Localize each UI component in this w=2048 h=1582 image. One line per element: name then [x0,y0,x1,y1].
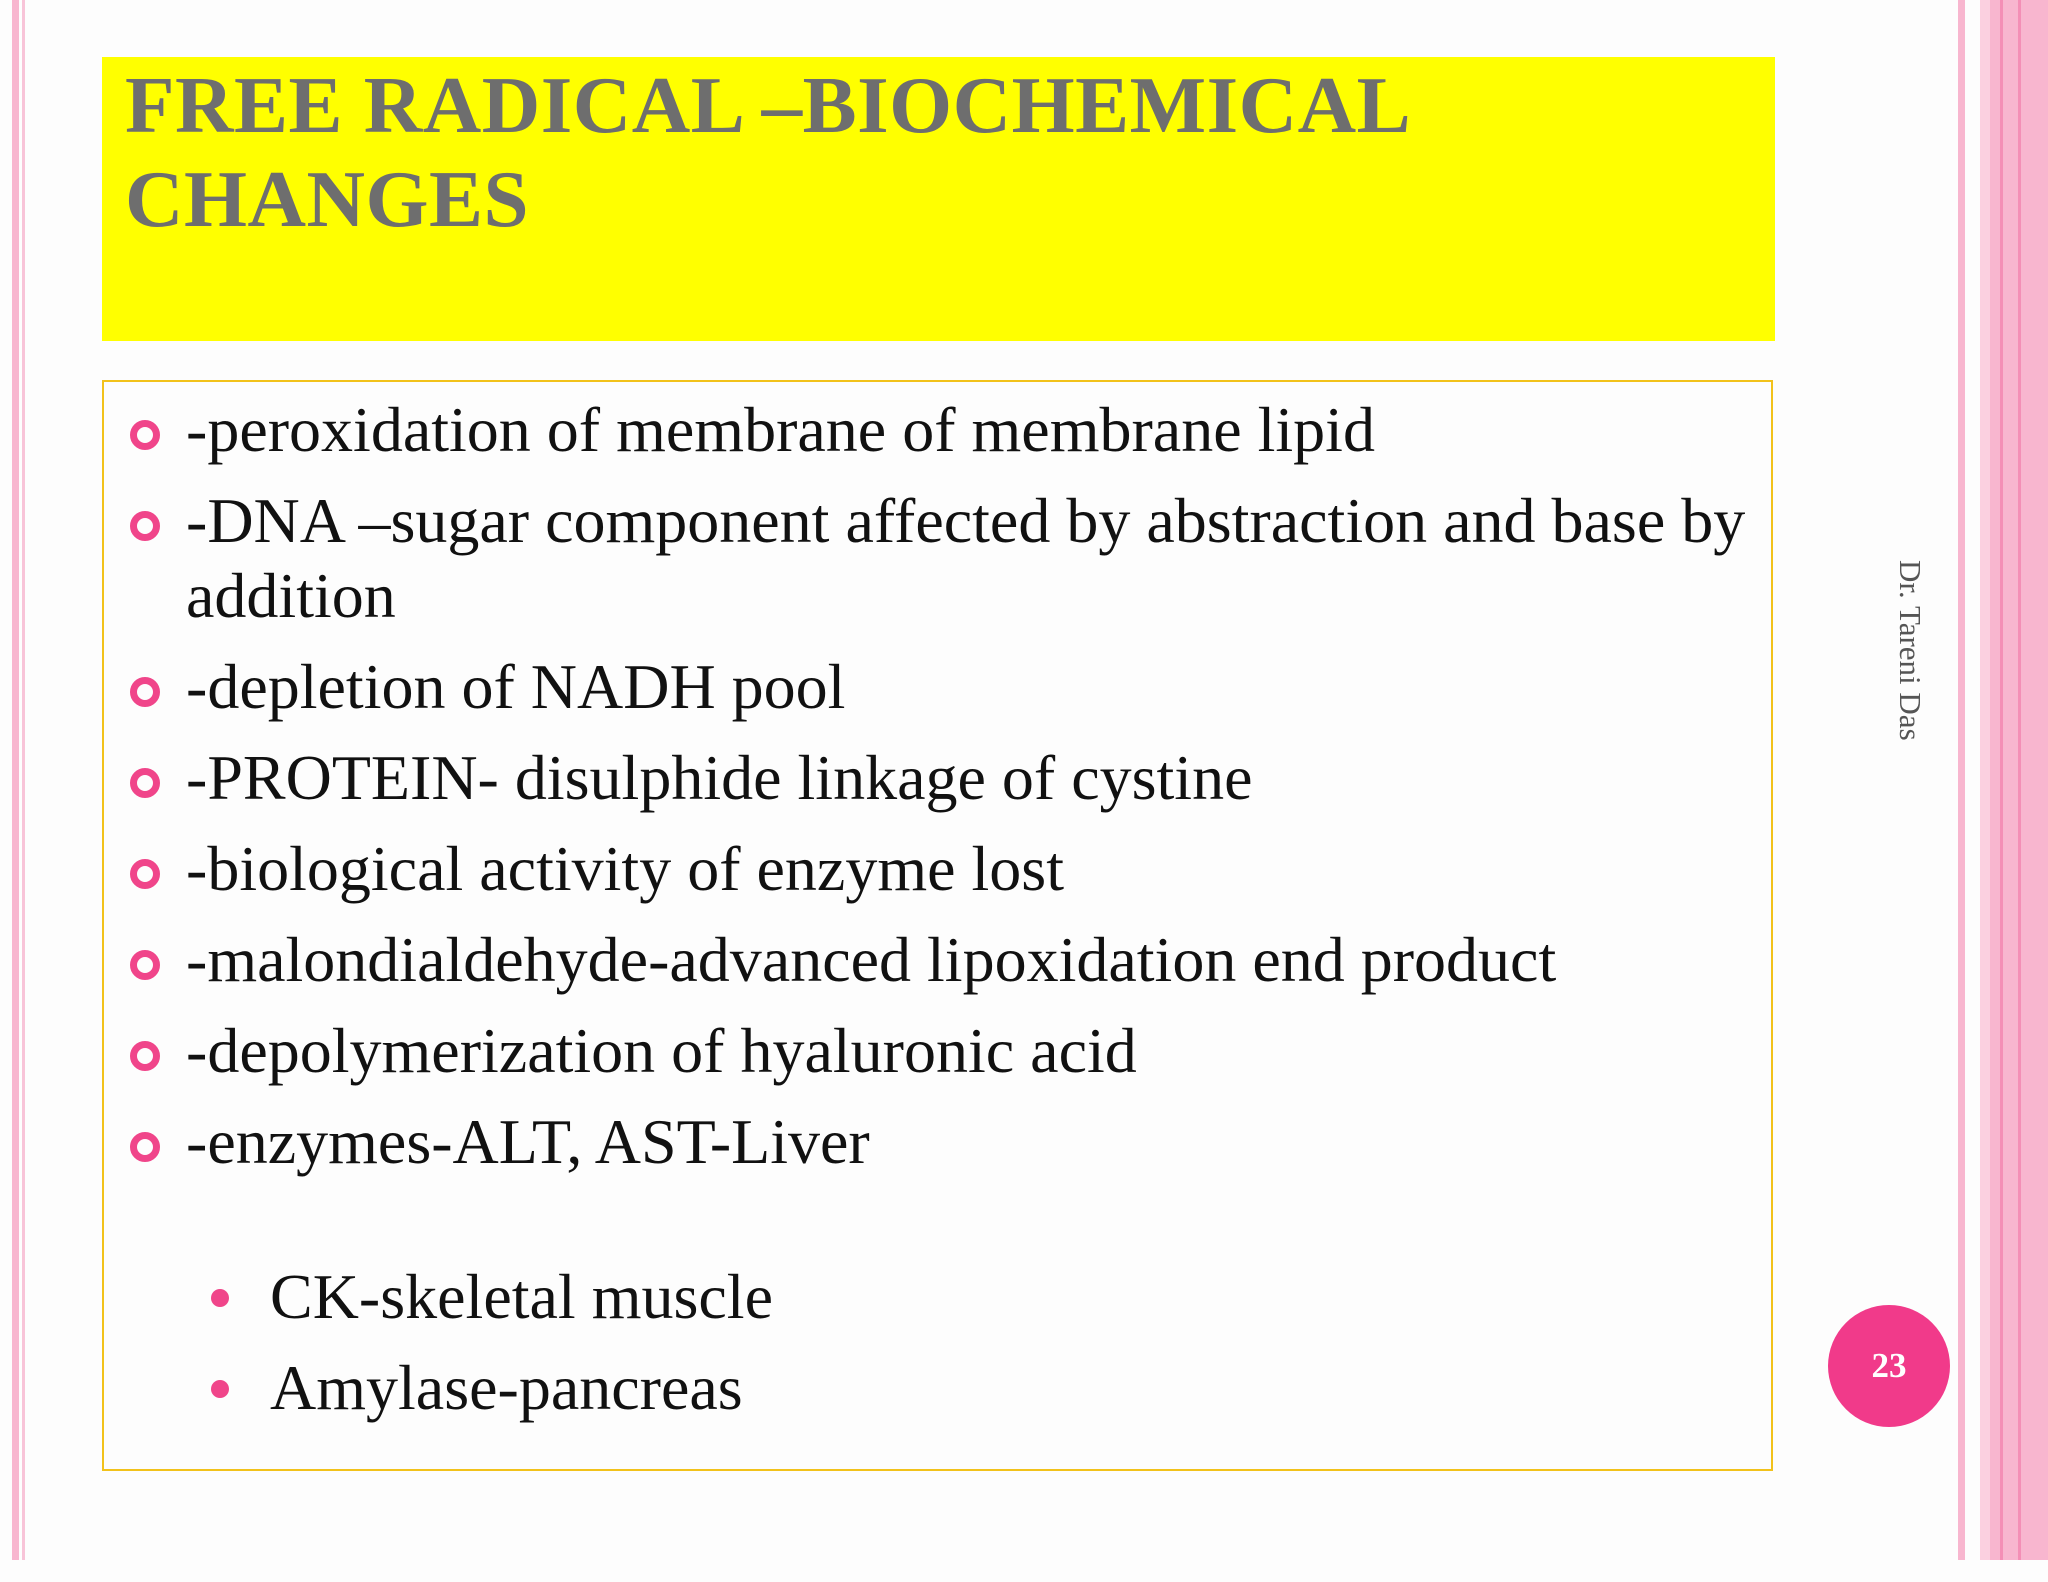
sub-bullet-item [208,1259,1608,1334]
filled-dot-icon [211,1380,229,1398]
bullet-text: -biological activity of enzyme lost [186,833,1064,904]
bullet-item [125,831,1765,906]
hollow-circle-icon [130,511,160,541]
hollow-circle-icon [130,768,160,798]
right-stripe-line-2 [2018,0,2021,1560]
hollow-circle-icon [130,859,160,889]
bullet-text: -depletion of NADH pool [186,651,846,722]
bullet-item [125,392,1765,467]
hollow-circle-icon [130,1041,160,1071]
sub-bullet-item [208,1350,1608,1425]
slide-title: FREE RADICAL –BIOCHEMICAL CHANGES [125,60,1407,244]
bullet-item [125,1104,1765,1179]
right-stripe-light [1980,0,1990,1560]
bullet-list [125,392,1765,1195]
bullet-item [125,740,1765,815]
slide-number-badge [1828,1305,1950,1427]
bullet-text: -PROTEIN- disulphide linkage of cystine [186,742,1253,813]
bullet-text: -peroxidation of membrane of membrane lipid [186,394,1375,465]
bullet-text: -malondialdehyde-advanced lipoxidation end product [186,924,1557,995]
left-stripe-outer [12,0,19,1560]
sub-bullet-text: Amylase-pancreas [270,1352,743,1423]
right-stripe-wide [1980,0,2048,1560]
left-stripe-inner [22,0,25,1560]
slide-number: 23 [1871,1346,1907,1385]
right-stripe-thin [1958,0,1965,1560]
bullet-item [125,922,1765,997]
bullet-item [125,649,1765,724]
filled-dot-icon [211,1289,229,1307]
bullet-text: -enzymes-ALT, AST-Liver [186,1106,870,1177]
hollow-circle-icon [130,950,160,980]
hollow-circle-icon [130,420,160,450]
author-name: Dr. Tareni Das [1893,560,1928,741]
bullet-text: -DNA –sugar component affected by abstraction and base by addition [186,485,1746,631]
bullet-text: -depolymerization of hyaluronic acid [186,1015,1137,1086]
sub-bullet-list [208,1259,1608,1441]
bullet-item [125,483,1765,633]
hollow-circle-icon [130,677,160,707]
right-stripe-line-1 [2000,0,2003,1560]
sub-bullet-text: CK-skeletal muscle [270,1261,773,1332]
hollow-circle-icon [130,1132,160,1162]
bullet-item [125,1013,1765,1088]
